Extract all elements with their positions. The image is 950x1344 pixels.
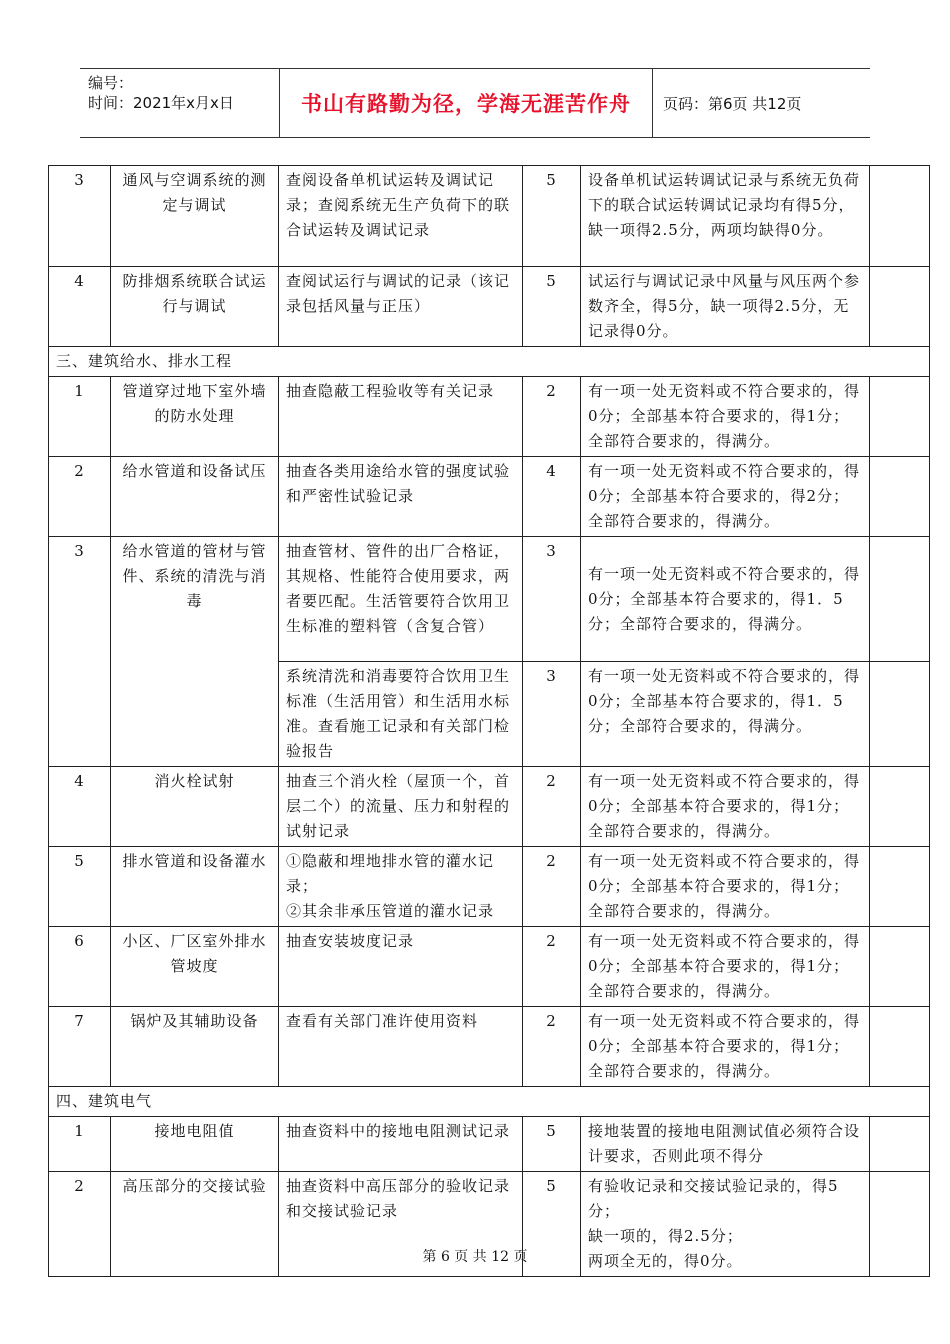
scoring-rule: 有一项一处无资料或不符合要求的，得0分；全部基本符合要求的，得1分；全部符合要求的，得满分。	[581, 377, 870, 457]
row-number: 4	[49, 267, 111, 347]
check-content: 抽查三个消火栓（屋顶一个，首层二个）的流量、压力和射程的试射记录	[279, 767, 523, 847]
score: 2	[523, 1007, 581, 1087]
item-name: 管道穿过地下室外墙的防水处理	[111, 377, 279, 457]
check-content: 抽查资料中的接地电阻测试记录	[279, 1117, 523, 1172]
scoring-rule: 有一项一处无资料或不符合要求的，得0分；全部基本符合要求的，得1分；全部符合要求的，得满分。	[581, 767, 870, 847]
scoring-rule: 试运行与调试记录中风量与风压两个参数齐全，得5分，缺一项得2.5分，无记录得0分。	[581, 267, 870, 347]
blank-cell	[870, 377, 930, 457]
check-content: 抽查各类用途给水管的强度试验和严密性试验记录	[279, 457, 523, 537]
row-number: 2	[49, 1172, 111, 1277]
blank-cell	[870, 537, 930, 662]
scoring-rule: 有一项一处无资料或不符合要求的，得0分；全部基本符合要求的，得1分；全部符合要求的，得满分。	[581, 1007, 870, 1087]
row-number: 3	[49, 166, 111, 267]
check-content: 抽查管材、管件的出厂合格证，其规格、性能符合使用要求，两者要匹配。生活管要符合饮用卫生标准的塑料管（含复合管）	[279, 537, 523, 662]
scoring-rule: 有一项一处无资料或不符合要求的，得0分；全部基本符合要求的，得1．5分；全部符合要求的，得满分。	[581, 537, 870, 662]
score: 4	[523, 457, 581, 537]
score: 5	[523, 166, 581, 267]
check-content: 查阅设备单机试运转及调试记录；查阅系统无生产负荷下的联合试运转及调试记录	[279, 166, 523, 267]
item-name: 排水管道和设备灌水	[111, 847, 279, 927]
score: 3	[523, 537, 581, 662]
item-name: 防排烟系统联合试运行与调试	[111, 267, 279, 347]
row-number: 7	[49, 1007, 111, 1087]
motto: 书山有路勤为径，学海无涯苦作舟	[280, 69, 653, 137]
table-row	[49, 166, 930, 267]
check-content: 抽查隐蔽工程验收等有关记录	[279, 377, 523, 457]
score: 3	[523, 662, 581, 767]
score: 2	[523, 377, 581, 457]
rule-line: 缺一项的，得2.5分；	[588, 1227, 743, 1245]
score: 5	[523, 1117, 581, 1172]
time-label: 时间：2021年x月x日	[88, 94, 234, 112]
rule-line: 两项全无的，得0分。	[588, 1252, 743, 1270]
table-row	[49, 1007, 930, 1087]
table-row	[49, 457, 930, 537]
inspection-table	[48, 165, 930, 1277]
row-number: 1	[49, 377, 111, 457]
scoring-rule: 接地装置的接地电阻测试值必须符合设计要求，否则此项不得分	[581, 1117, 870, 1172]
blank-cell	[870, 1117, 930, 1172]
section-title: 三、建筑给水、排水工程	[49, 347, 930, 377]
row-number: 6	[49, 927, 111, 1007]
section-title: 四、建筑电气	[49, 1087, 930, 1117]
score: 5	[523, 1172, 581, 1277]
item-name: 小区、厂区室外排水管坡度	[111, 927, 279, 1007]
scoring-rule: 有一项一处无资料或不符合要求的，得0分；全部基本符合要求的，得1分；全部符合要求的，得满分。	[581, 847, 870, 927]
scoring-rule: 有一项一处无资料或不符合要求的，得0分；全部基本符合要求的，得2分；全部符合要求的，得满分。	[581, 457, 870, 537]
row-number: 2	[49, 457, 111, 537]
table-row	[49, 1117, 930, 1172]
scoring-rule: 有一项一处无资料或不符合要求的，得0分；全部基本符合要求的，得1分；全部符合要求的，得满分。	[581, 927, 870, 1007]
item-name: 给水管道和设备试压	[111, 457, 279, 537]
check-content: 系统清洗和消毒要符合饮用卫生标准（生活用管）和生活用水标准。查看施工记录和有关部门检验报告	[279, 662, 523, 767]
check-content: 抽查资料中高压部分的验收记录和交接试验记录	[279, 1172, 523, 1277]
score: 2	[523, 847, 581, 927]
check-content	[279, 847, 523, 927]
blank-cell	[870, 1007, 930, 1087]
item-name: 锅炉及其辅助设备	[111, 1007, 279, 1087]
header-meta	[80, 69, 280, 137]
content-line: ①隐蔽和埋地排水管的灌水记录；	[286, 852, 495, 895]
table-row	[49, 927, 930, 1007]
blank-cell	[870, 166, 930, 267]
table-row	[49, 267, 930, 347]
scoring-rule: 设备单机试运转调试记录与系统无负荷下的联合试运转调试记录均有得5分，缺一项得2.5分，两项均缺得0分。	[581, 166, 870, 267]
table-row	[49, 847, 930, 927]
check-content: 查阅试运行与调试的记录（该记录包括风量与正压）	[279, 267, 523, 347]
blank-cell	[870, 267, 930, 347]
table-row	[49, 767, 930, 847]
item-name: 通风与空调系统的测定与调试	[111, 166, 279, 267]
check-content: 查看有关部门准许使用资料	[279, 1007, 523, 1087]
row-number: 5	[49, 847, 111, 927]
blank-cell	[870, 662, 930, 767]
blank-cell	[870, 767, 930, 847]
content-line: ②其余非承压管道的灌水记录	[286, 902, 495, 920]
page-footer: 第 6 页 共 12 页	[422, 1249, 528, 1265]
section-row	[49, 1087, 930, 1117]
check-content: 抽查安装坡度记录	[279, 927, 523, 1007]
blank-cell	[870, 847, 930, 927]
item-name: 高压部分的交接试验	[111, 1172, 279, 1277]
item-name: 给水管道的管材与管件、系统的清洗与消毒	[111, 537, 279, 767]
score: 2	[523, 767, 581, 847]
row-number: 4	[49, 767, 111, 847]
table-row	[49, 537, 930, 662]
blank-cell	[870, 457, 930, 537]
serial-label: 编号：	[88, 74, 134, 92]
row-number: 1	[49, 1117, 111, 1172]
page-info: 页码：第6页 共12页	[663, 94, 802, 113]
table-row	[49, 377, 930, 457]
item-name: 接地电阻值	[111, 1117, 279, 1172]
blank-cell	[870, 927, 930, 1007]
row-number: 3	[49, 537, 111, 767]
score: 5	[523, 267, 581, 347]
section-row	[49, 347, 930, 377]
score: 2	[523, 927, 581, 1007]
page-header	[80, 68, 870, 138]
rule-line: 有验收记录和交接试验记录的，得5分；	[588, 1177, 839, 1220]
scoring-rule: 有一项一处无资料或不符合要求的，得0分；全部基本符合要求的，得1．5分；全部符合要求的，得满分。	[581, 662, 870, 767]
item-name: 消火栓试射	[111, 767, 279, 847]
